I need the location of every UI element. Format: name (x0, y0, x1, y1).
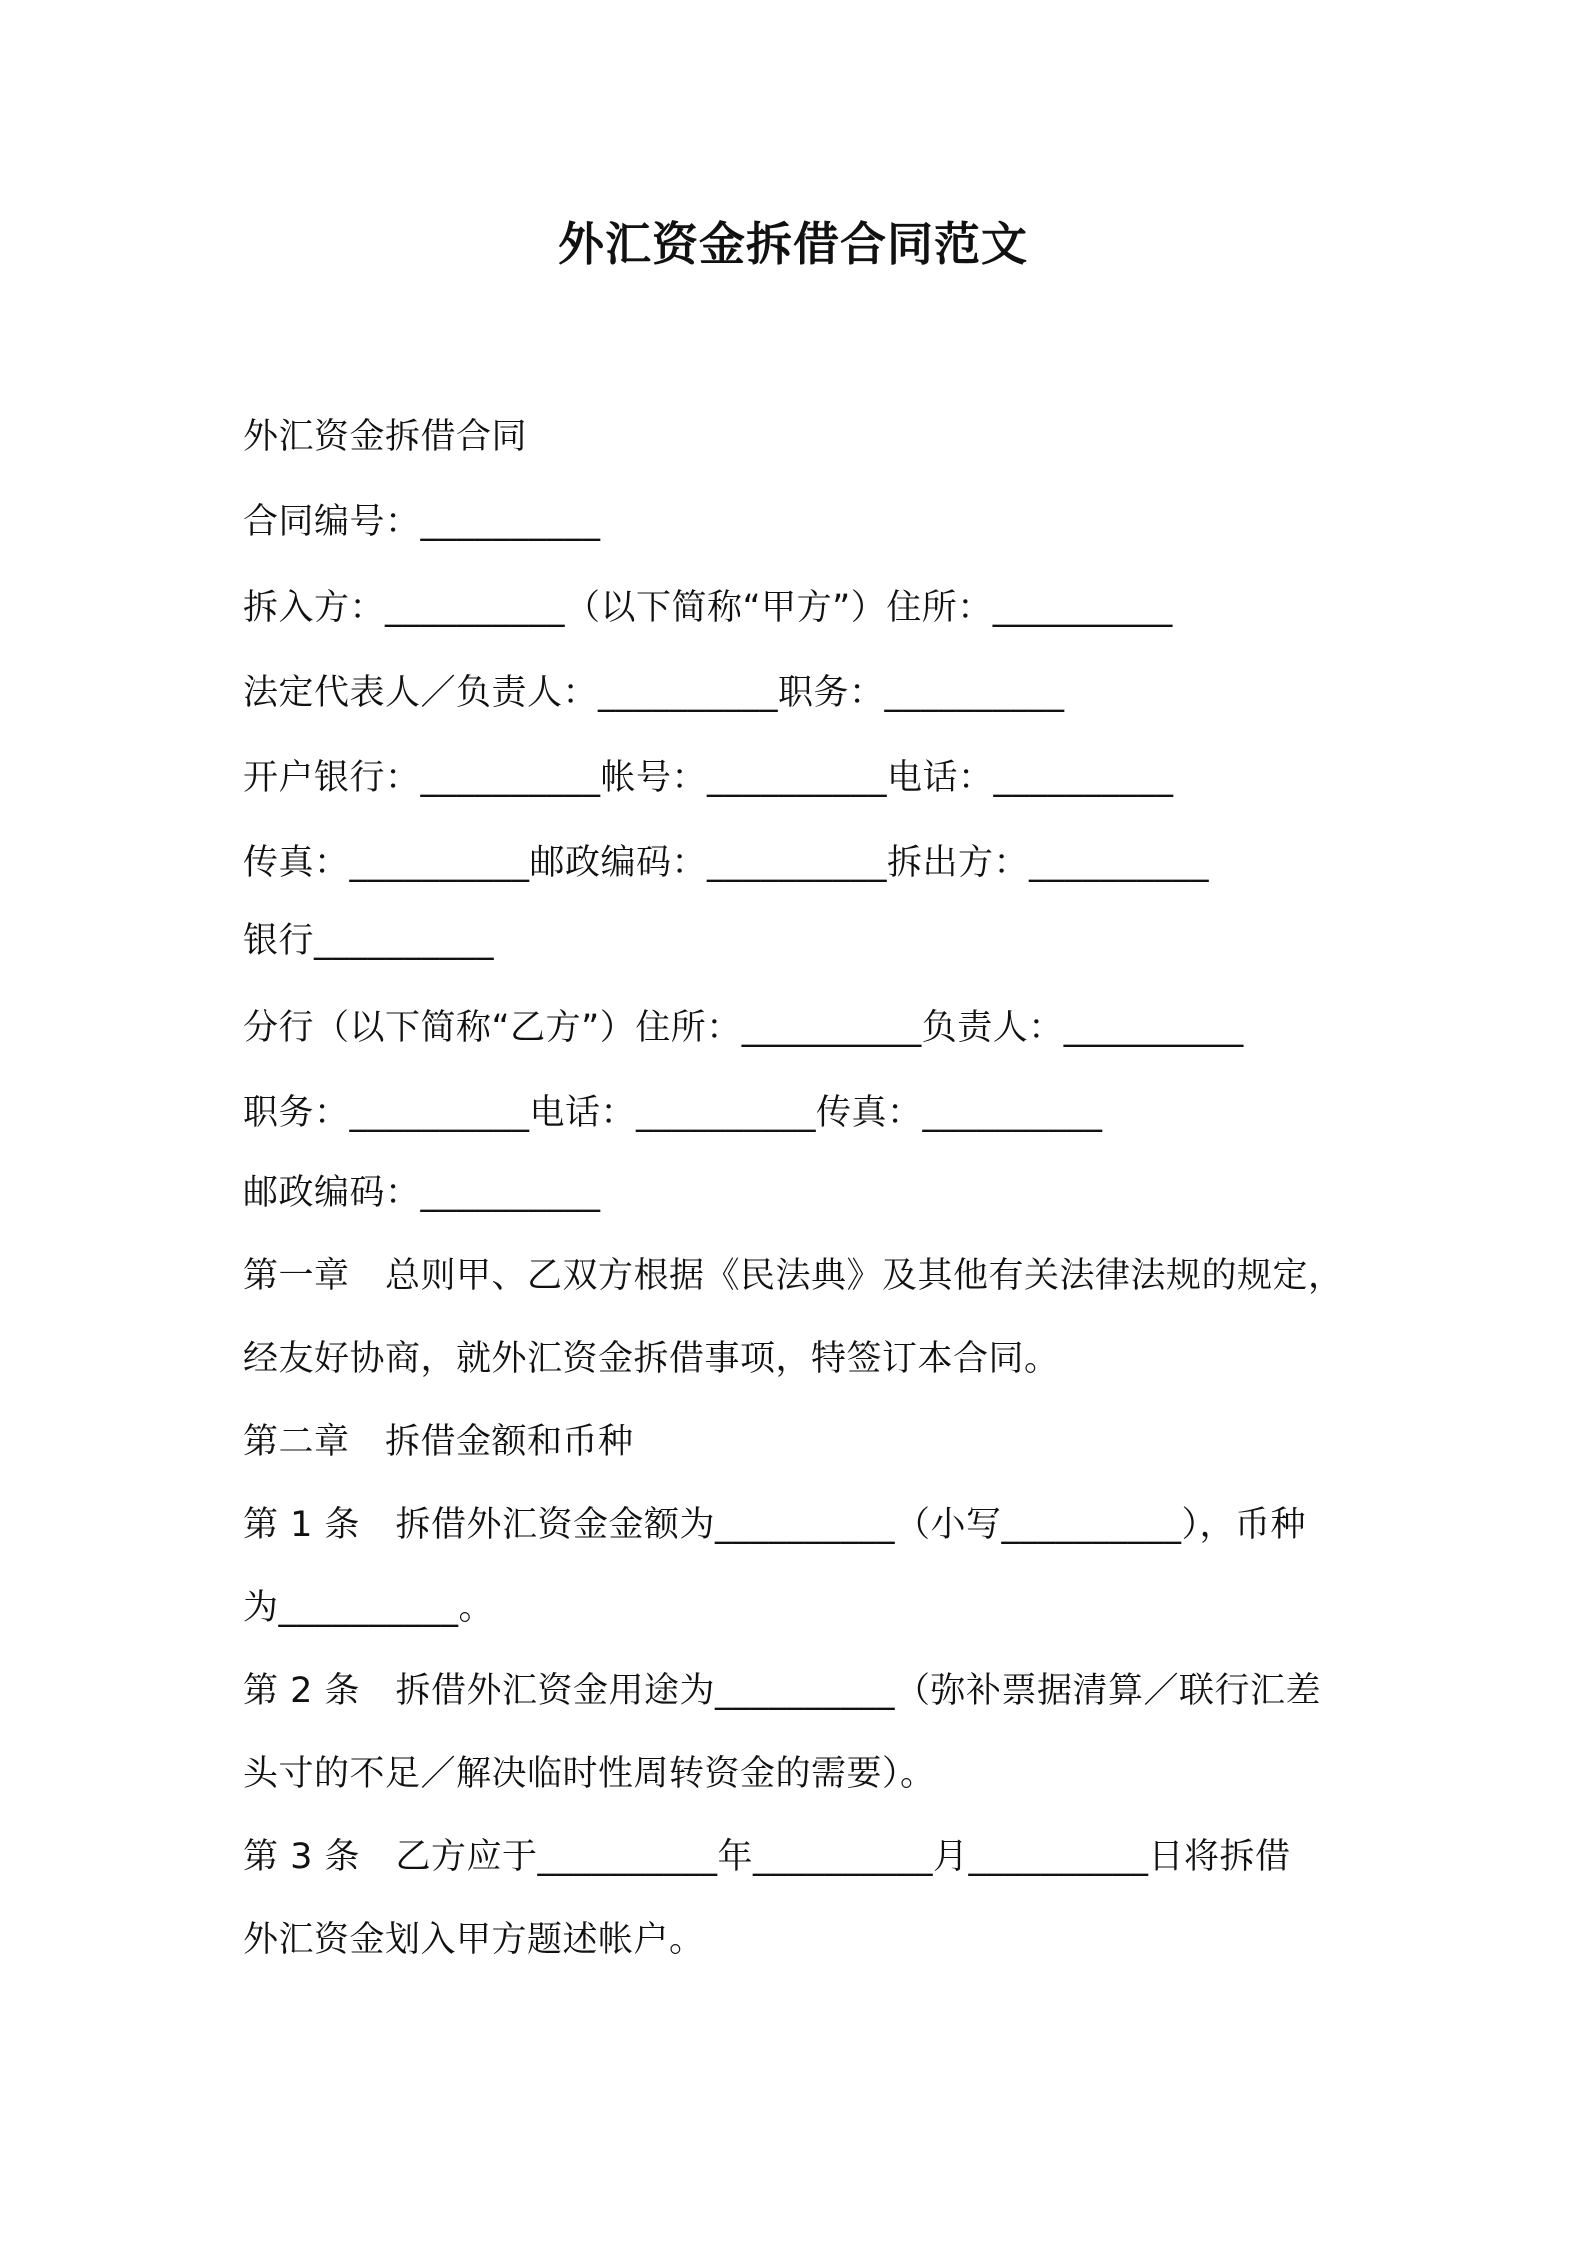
contract-heading: 外汇资金拆借合同 (243, 417, 528, 457)
article-3-line-1: 第 3 条 乙方应于__________年__________月__________日将拆借 (243, 1837, 1291, 1877)
document-title: 外汇资金拆借合同范文 (558, 217, 1028, 271)
chapter-one-line-2: 经友好协商，就外汇资金拆借事项，特签订本合同。 (243, 1339, 1060, 1379)
article-1-line-1: 第 1 条 拆借外汇资金金额为__________（小写__________），币种 (243, 1505, 1307, 1545)
fax-postcode-lender-line: 传真：__________邮政编码：__________拆出方：__________ (243, 843, 1210, 883)
lender-contact-line: 职务：__________电话：__________传真：__________ (243, 1093, 1103, 1133)
lender-branch-line: 分行（以下简称“乙方”）住所：__________负责人：__________ (243, 1008, 1244, 1048)
article-3-line-2: 外汇资金划入甲方题述帐户。 (243, 1920, 705, 1960)
legal-representative-line: 法定代表人／负责人：__________职务：__________ (243, 673, 1065, 713)
article-1-line-2: 为__________。 (243, 1588, 495, 1628)
article-2-line-1: 第 2 条 拆借外汇资金用途为__________（弥补票据清算／联行汇差 (243, 1671, 1322, 1711)
lender-bank-line: 银行__________ (243, 921, 495, 961)
chapter-two-heading: 第二章 拆借金额和币种 (243, 1422, 634, 1462)
article-2-line-2: 头寸的不足／解决临时性周转资金的需要）。 (243, 1754, 936, 1794)
lender-postcode-line: 邮政编码：__________ (243, 1173, 601, 1213)
borrower-line: 拆入方：__________（以下简称“甲方”）住所：__________ (243, 588, 1173, 628)
chapter-one-line-1: 第一章 总则甲、乙双方根据《民法典》及其他有关法律法规的规定， (243, 1256, 1344, 1296)
bank-account-line: 开户银行：__________帐号：__________电话：__________ (243, 758, 1174, 798)
contract-number-line: 合同编号：__________ (243, 502, 601, 542)
